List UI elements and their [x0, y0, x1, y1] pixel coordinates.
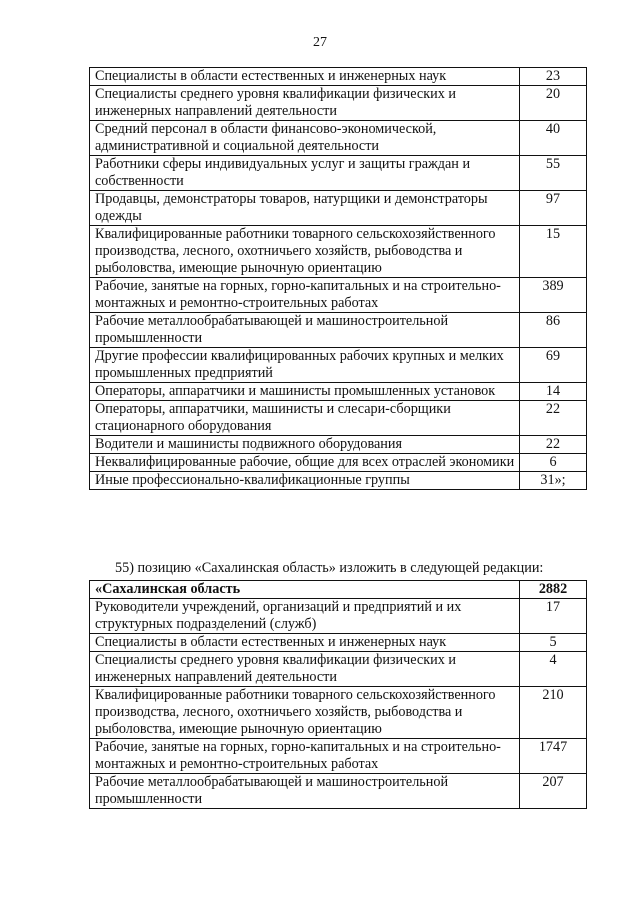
occupation-value: 69 — [520, 348, 587, 383]
table-row — [90, 226, 587, 278]
occupation-label: Продавцы, демонстраторы товаров, натурщики и демонстраторы одежды — [90, 191, 520, 226]
occupation-value: 389 — [520, 278, 587, 313]
occupation-value: 31»; — [520, 472, 587, 490]
sakhalin-table — [89, 580, 587, 809]
amendment-intro-text: 55) позицию «Сахалинская область» изложить в следующей редакции: — [115, 560, 544, 576]
occupation-value: 14 — [520, 383, 587, 401]
occupation-value: 5 — [520, 634, 587, 652]
occupation-label: Специалисты в области естественных и инженерных наук — [90, 634, 520, 652]
occupation-label: Рабочие металлообрабатывающей и машиностроительной промышленности — [90, 313, 520, 348]
occupation-value: 4 — [520, 652, 587, 687]
table-row — [90, 383, 587, 401]
table-row — [90, 348, 587, 383]
occupation-label: Водители и машинисты подвижного оборудования — [90, 436, 520, 454]
table-row — [90, 313, 587, 348]
occupation-label: Другие профессии квалифицированных рабочих крупных и мелких промышленных предприятий — [90, 348, 520, 383]
table-row — [90, 774, 587, 809]
occupation-label: Рабочие, занятые на горных, горно-капитальных и на строительно-монтажных и ремонтно-строительных работах — [90, 739, 520, 774]
occupation-value: 210 — [520, 687, 587, 739]
table-row — [90, 86, 587, 121]
table-row — [90, 739, 587, 774]
occupations-table-body — [90, 68, 587, 490]
occupation-value: 17 — [520, 599, 587, 634]
occupation-label: Специалисты среднего уровня квалификации физических и инженерных направлений деятельности — [90, 652, 520, 687]
occupation-label: Средний персонал в области финансово-экономической, административной и социальной деятельности — [90, 121, 520, 156]
occupation-value: 1747 — [520, 739, 587, 774]
occupation-label: Специалисты в области естественных и инженерных наук — [90, 68, 520, 86]
occupation-label: Рабочие, занятые на горных, горно-капитальных и на строительно-монтажных и ремонтно-строительных работах — [90, 278, 520, 313]
region-header-row — [90, 581, 587, 599]
table-row — [90, 634, 587, 652]
occupation-label: Операторы, аппаратчики и машинисты промышленных установок — [90, 383, 520, 401]
table-row — [90, 436, 587, 454]
page-number: 27 — [313, 35, 327, 50]
occupation-value: 15 — [520, 226, 587, 278]
region-name: «Сахалинская область — [90, 581, 520, 599]
occupation-label: Руководители учреждений, организаций и предприятий и их структурных подразделений (служб) — [90, 599, 520, 634]
occupation-value: 207 — [520, 774, 587, 809]
occupation-label: Работники сферы индивидуальных услуг и защиты граждан и собственности — [90, 156, 520, 191]
table-row — [90, 121, 587, 156]
occupation-value: 23 — [520, 68, 587, 86]
occupation-label: Квалифицированные работники товарного сельскохозяйственного производства, лесного, охотничьего хозяйств, рыбоводства и рыболовства, имеющие рыночную ориентацию — [90, 226, 520, 278]
occupation-label: Неквалифицированные рабочие, общие для всех отраслей экономики — [90, 454, 520, 472]
occupation-value: 97 — [520, 191, 587, 226]
table-row — [90, 278, 587, 313]
table-row — [90, 687, 587, 739]
occupations-table — [89, 67, 587, 490]
occupation-label: Иные профессионально-квалификационные группы — [90, 472, 520, 490]
occupation-label: Операторы, аппаратчики, машинисты и слесари-сборщики стационарного оборудования — [90, 401, 520, 436]
occupation-value: 40 — [520, 121, 587, 156]
occupation-label: Квалифицированные работники товарного сельскохозяйственного производства, лесного, охотничьего хозяйств, рыбоводства и рыболовства, имеющие рыночную ориентацию — [90, 687, 520, 739]
table-row — [90, 652, 587, 687]
occupation-value: 55 — [520, 156, 587, 191]
occupation-value: 22 — [520, 436, 587, 454]
table-row — [90, 156, 587, 191]
region-total: 2882 — [520, 581, 587, 599]
occupation-label: Специалисты среднего уровня квалификации физических и инженерных направлений деятельности — [90, 86, 520, 121]
table-row — [90, 191, 587, 226]
occupation-value: 86 — [520, 313, 587, 348]
sakhalin-table-body — [90, 581, 587, 809]
table-row — [90, 401, 587, 436]
table-row — [90, 472, 587, 490]
occupation-value: 20 — [520, 86, 587, 121]
occupation-label: Рабочие металлообрабатывающей и машиностроительной промышленности — [90, 774, 520, 809]
occupation-value: 6 — [520, 454, 587, 472]
table-row — [90, 68, 587, 86]
occupation-value: 22 — [520, 401, 587, 436]
table-row — [90, 599, 587, 634]
table-row — [90, 454, 587, 472]
